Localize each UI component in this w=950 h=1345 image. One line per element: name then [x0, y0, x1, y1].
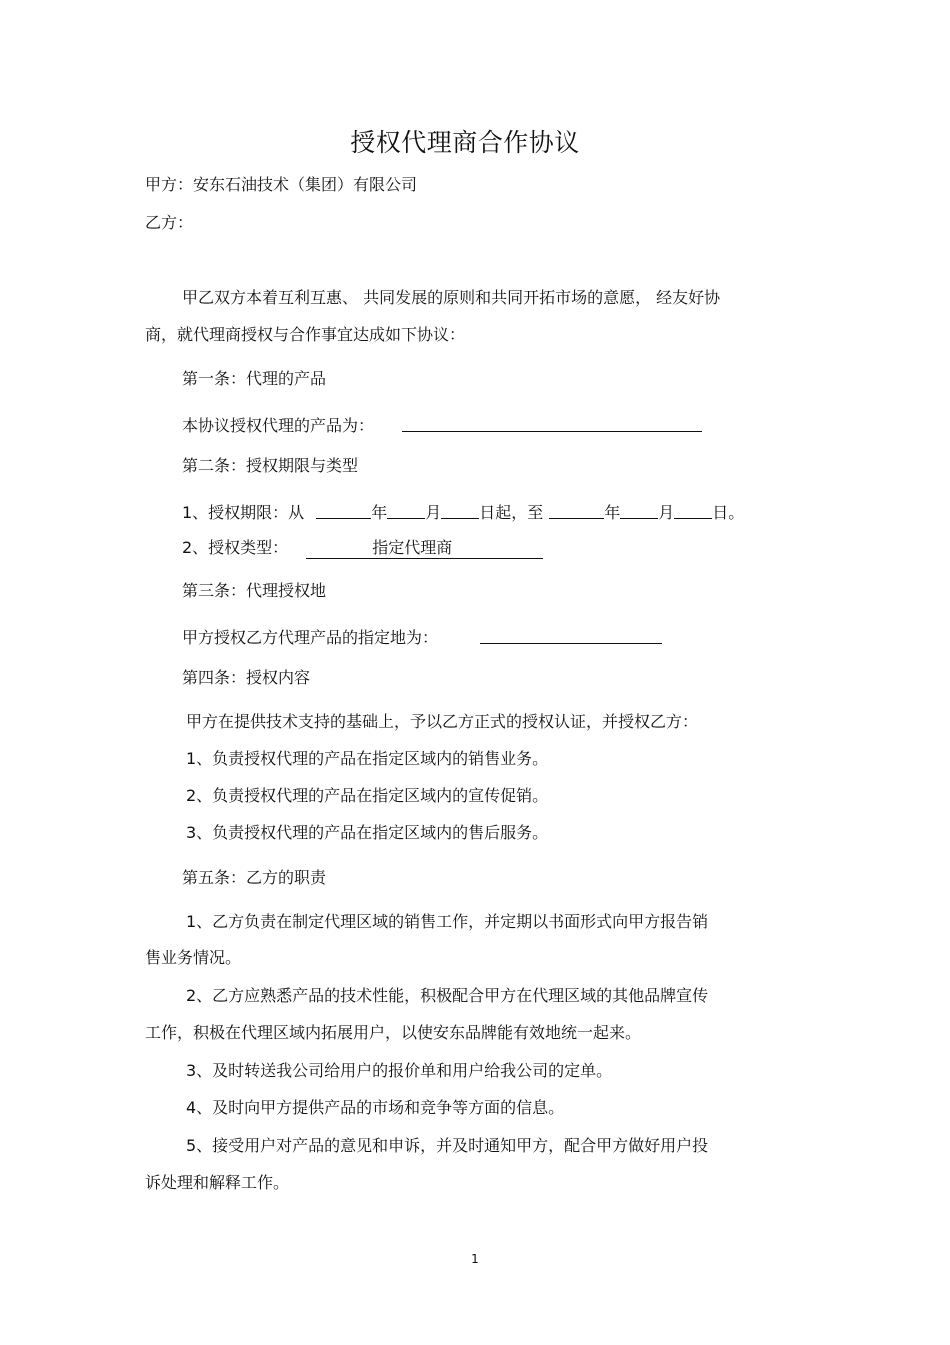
article4-item: 1、负责授权代理的产品在指定区域内的销售业务。: [186, 749, 549, 768]
article5-heading: 第五条：乙方的职责: [182, 868, 327, 887]
document-title: 授权代理商合作协议: [350, 128, 580, 157]
article4-intro: 甲方在提供技术支持的基础上，予以乙方正式的授权认证，并授权乙方：: [186, 712, 699, 731]
article5-item2-line2: 工作，积极在代理区域内拓展用户，以使安东品牌能有效地统一起来。: [145, 1023, 642, 1042]
location-blank: [480, 626, 662, 644]
article2-heading: 第二条：授权期限与类型: [182, 456, 359, 475]
article5-item5-line2: 诉处理和解释工作。: [145, 1173, 290, 1192]
start-day-label: 日起，至: [479, 503, 544, 522]
article5-item5-line1: 5、接受用户对产品的意见和申诉，并及时通知甲方，配合甲方做好用户投: [186, 1136, 709, 1155]
article5-item4: 4、及时向甲方提供产品的市场和竞争等方面的信息。: [186, 1098, 565, 1117]
start-year-blank: [316, 501, 371, 519]
end-month-blank: [620, 501, 658, 519]
article5-item1-line2: 售业务情况。: [145, 948, 242, 967]
start-day-blank: [441, 501, 479, 519]
end-day-blank: [674, 501, 712, 519]
article1-product-line: [182, 413, 702, 436]
article1-heading: 第一条：代理的产品: [182, 369, 327, 388]
party-a-line: 甲方：安东石油技术（集团）有限公司: [145, 175, 418, 194]
article4-item: 2、负责授权代理的产品在指定区域内的宣传促销。: [186, 786, 549, 805]
article5-item2-line1: 2、乙方应熟悉产品的技术性能，积极配合甲方在代理区域的其他品牌宣传: [186, 986, 709, 1005]
intro-line-2: 商，就代理商授权与合作事宜达成如下协议：: [145, 325, 466, 344]
start-year-label: 年: [371, 503, 388, 522]
end-month-label: 月: [658, 503, 675, 522]
article3-heading: 第三条：代理授权地: [182, 581, 327, 600]
article1-product-label: 本协议授权代理的产品为：: [182, 416, 375, 435]
page-number: 1: [471, 1252, 479, 1266]
product-blank: [402, 414, 702, 432]
type-label: 2、授权类型：: [182, 538, 289, 557]
period-line: [182, 500, 744, 523]
article5-item3: 3、及时转送我公司给用户的报价单和用户给我公司的定单。: [186, 1061, 613, 1080]
end-year-blank: [549, 501, 604, 519]
article5-item1-line1: 1、乙方负责在制定代理区域的销售工作，并定期以书面形式向甲方报告销: [186, 912, 709, 931]
party-b-line: 乙方：: [145, 213, 194, 232]
end-year-label: 年: [604, 503, 621, 522]
start-month-blank: [387, 501, 425, 519]
article3-location-line: [182, 625, 662, 648]
period-label: 1、授权期限：从: [182, 503, 305, 522]
end-day-label: 日。: [712, 503, 745, 522]
article3-location-label: 甲方授权乙方代理产品的指定地为：: [182, 628, 439, 647]
article4-item: 3、负责授权代理的产品在指定区域内的售后服务。: [186, 823, 549, 842]
intro-line-1: 甲乙双方本着互利互惠、 共同发展的原则和共同开拓市场的意愿， 经友好协: [182, 288, 721, 307]
type-value-field: [306, 538, 543, 559]
article4-heading: 第四条：授权内容: [182, 668, 311, 687]
start-month-label: 月: [425, 503, 442, 522]
type-value: 指定代理商: [372, 538, 453, 557]
type-line: [182, 538, 543, 559]
